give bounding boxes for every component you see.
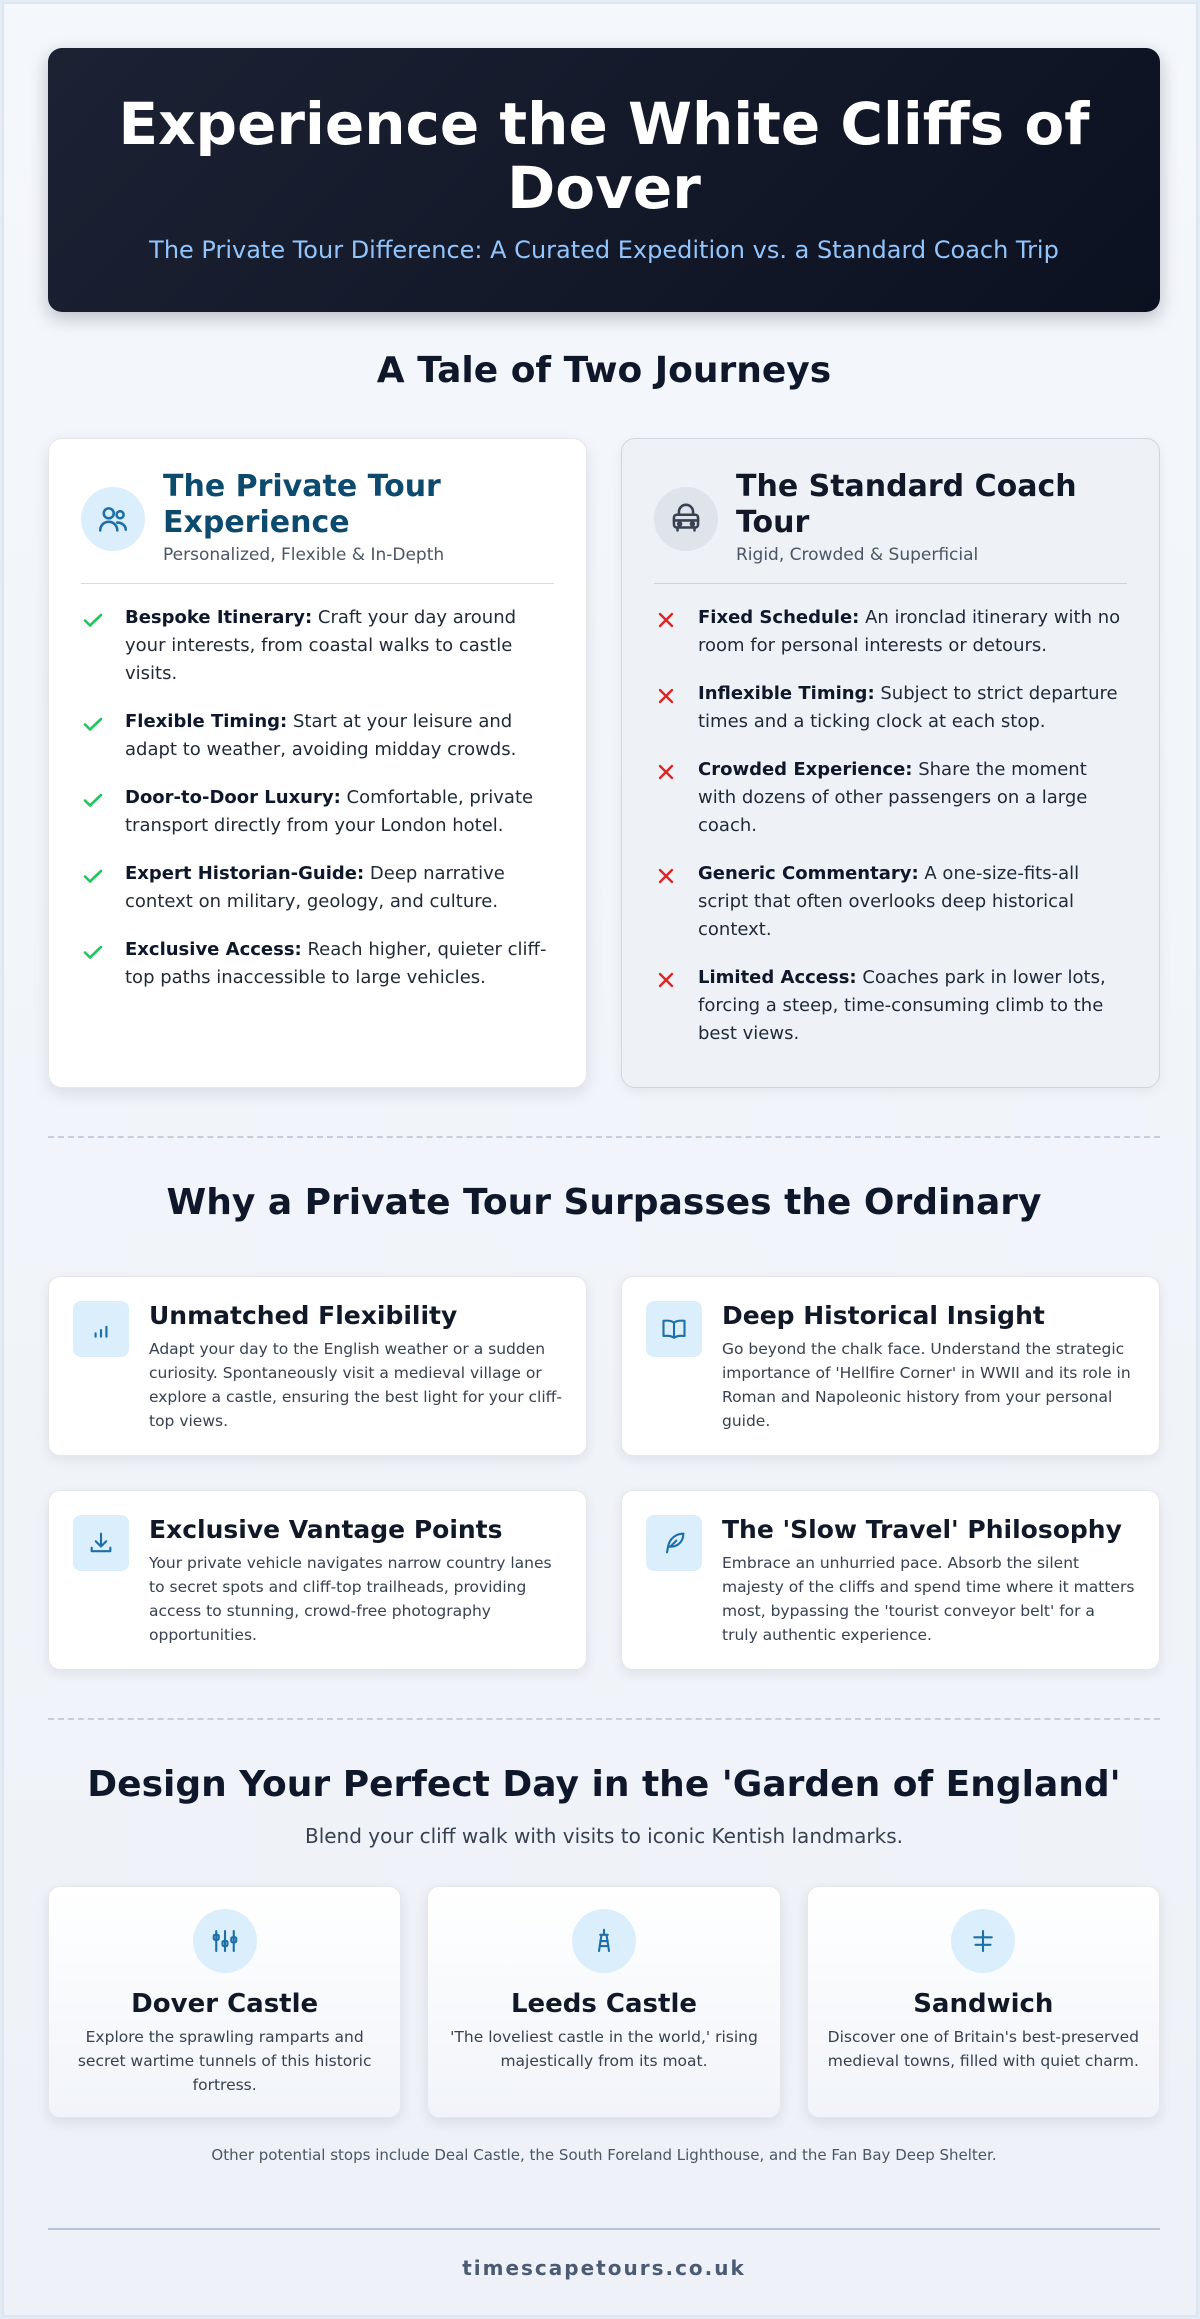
coach-tour-header xyxy=(654,469,1127,584)
stop-card xyxy=(427,1886,780,2118)
page-frame xyxy=(2,2,1198,2317)
coach-tour-subtitle: Rigid, Crowded & Superficial xyxy=(736,545,979,565)
benefits-grid xyxy=(48,1276,1160,1670)
cross-icon xyxy=(654,860,680,944)
benefit-text: Your private vehicle navigates narrow country lanes to secret spots and cliff-top trailheads, providing access to stunning, crowd-free photography opportunities. xyxy=(149,1554,552,1644)
comparison-section xyxy=(48,438,1160,1088)
coach-feature-item: Generic Commentary: A one-size-fits-all script that often overlooks deep historical context. xyxy=(654,860,1127,944)
benefit-title: Exclusive Vantage Points xyxy=(149,1515,503,1544)
private-feature-item: Exclusive Access: Reach higher, quieter cliff-top paths inaccessible to large vehicles. xyxy=(81,936,554,992)
benefit-text: Adapt your day to the English weather or a sudden curiosity. Spontaneously visit a medieval village or explore a castle, ensuring the best light for your cliff-top views. xyxy=(149,1340,562,1430)
stop-text: 'The loveliest castle in the world,' rising majestically from its moat. xyxy=(450,2028,758,2070)
download-icon xyxy=(73,1515,129,1571)
cross-icon xyxy=(654,964,680,1048)
tourist-group-icon xyxy=(81,487,145,551)
private-feature-list xyxy=(81,604,554,992)
hero-subtitle: The Private Tour Difference: A Curated Expedition vs. a Standard Coach Trip xyxy=(149,236,1059,264)
benefit-title: The 'Slow Travel' Philosophy xyxy=(722,1515,1122,1544)
coach-tour-card xyxy=(621,438,1160,1088)
benefit-card xyxy=(621,1490,1160,1670)
check-icon xyxy=(81,784,107,840)
stop-title: Dover Castle xyxy=(131,1989,319,2019)
benefit-title: Deep Historical Insight xyxy=(722,1301,1045,1330)
check-icon xyxy=(81,708,107,764)
stop-title: Sandwich xyxy=(913,1989,1054,2019)
footer-site-link[interactable]: timescapetours.co.uk xyxy=(462,2256,746,2280)
stops-note: Other potential stops include Deal Castle, the South Foreland Lighthouse, and the Fan Bay Deep Shelter. xyxy=(211,2146,997,2164)
benefit-title: Unmatched Flexibility xyxy=(149,1301,458,1330)
private-feature-item: Door-to-Door Luxury: Comfortable, private transport directly from your London hotel. xyxy=(81,784,554,840)
private-tour-title: The Private Tour Experience xyxy=(163,469,441,540)
private-feature-item: Flexible Timing: Start at your leisure and adapt to weather, avoiding midday crowds. xyxy=(81,708,554,764)
coach-feature-item: Inflexible Timing: Subject to strict departure times and a ticking clock at each stop. xyxy=(654,680,1127,736)
private-tour-subtitle: Personalized, Flexible & In-Depth xyxy=(163,545,445,565)
stops-section xyxy=(48,1886,1160,2118)
benefit-text: Go beyond the chalk face. Understand the strategic importance of 'Hellfire Corner' in WWII and its role in Roman and Napoleonic history from your personal guide. xyxy=(722,1340,1131,1430)
cross-icon xyxy=(654,680,680,736)
bar-chart-icon xyxy=(73,1301,129,1357)
castle-icon xyxy=(193,1909,257,1973)
stops-title: Design Your Perfect Day in the 'Garden of England' xyxy=(87,1764,1121,1805)
hero-banner xyxy=(48,48,1160,312)
feather-icon xyxy=(646,1515,702,1571)
cross-icon xyxy=(654,756,680,840)
open-book-icon xyxy=(646,1301,702,1357)
comparison-title: A Tale of Two Journeys xyxy=(376,350,832,391)
stop-card xyxy=(807,1886,1160,2118)
section-divider xyxy=(48,1136,1160,1138)
stop-title: Leeds Castle xyxy=(510,1989,698,2019)
benefit-card xyxy=(621,1276,1160,1456)
hero-title: Experience the White Cliffs of Dover xyxy=(118,90,1090,222)
coach-feature-item: Limited Access: Coaches park in lower lots, forcing a steep, time-consuming climb to the best views. xyxy=(654,964,1127,1048)
private-feature-item: Bespoke Itinerary: Craft your day around your interests, from coastal walks to castle visits. xyxy=(81,604,554,688)
benefit-card xyxy=(48,1276,587,1456)
footer-divider xyxy=(48,2228,1160,2230)
town-icon xyxy=(951,1909,1015,1973)
private-tour-card xyxy=(48,438,587,1088)
cross-icon xyxy=(654,604,680,660)
tower-icon xyxy=(572,1909,636,1973)
private-feature-item: Expert Historian-Guide: Deep narrative context on military, geology, and culture. xyxy=(81,860,554,916)
section-divider xyxy=(48,1718,1160,1720)
benefit-text: Embrace an unhurried pace. Absorb the silent majesty of the cliffs and spend time where it matters most, bypassing the 'tourist conveyor belt' for a truly authentic experience. xyxy=(722,1554,1135,1644)
coach-feature-item: Crowded Experience: Share the moment with dozens of other passengers on a large coach. xyxy=(654,756,1127,840)
private-tour-header xyxy=(81,469,554,584)
coach-feature-list xyxy=(654,604,1127,1048)
coach-tour-title: The Standard Coach Tour xyxy=(736,469,1077,540)
check-icon xyxy=(81,860,107,916)
coach-bus-icon xyxy=(654,487,718,551)
coach-feature-item: Fixed Schedule: An ironclad itinerary with no room for personal interests or detours. xyxy=(654,604,1127,660)
benefit-card xyxy=(48,1490,587,1670)
stop-text: Explore the sprawling ramparts and secret wartime tunnels of this historic fortress. xyxy=(77,2028,372,2094)
benefits-title: Why a Private Tour Surpasses the Ordinary xyxy=(166,1182,1042,1223)
stop-text: Discover one of Britain's best-preserved medieval towns, filled with quiet charm. xyxy=(827,2028,1139,2070)
check-icon xyxy=(81,604,107,688)
page xyxy=(48,48,1160,2280)
check-icon xyxy=(81,936,107,992)
stops-tagline: Blend your cliff walk with visits to iconic Kentish landmarks. xyxy=(304,1824,904,1848)
stop-card xyxy=(48,1886,401,2118)
